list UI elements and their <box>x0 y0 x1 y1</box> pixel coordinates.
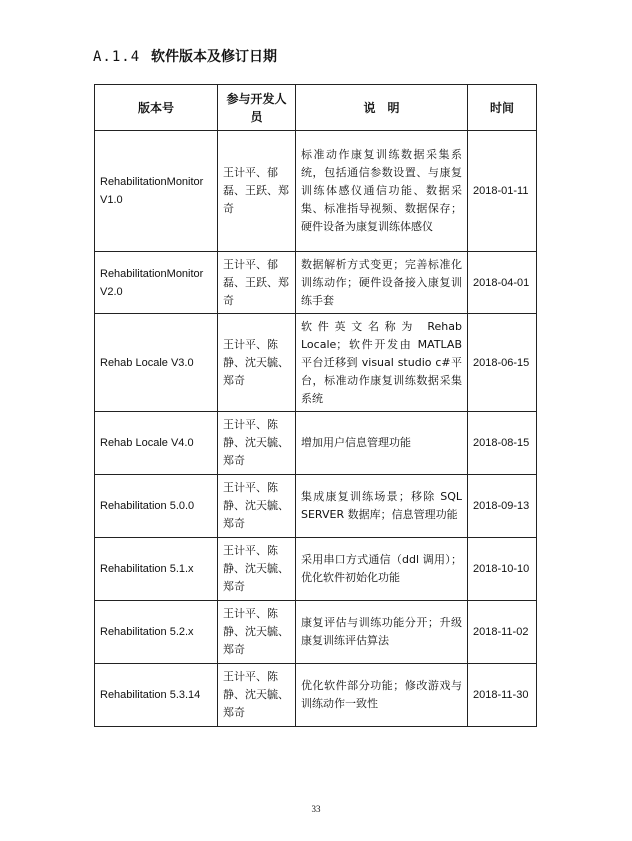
developers-cell: 王计平、陈静、沈天毓、郑奇 <box>218 601 296 664</box>
developers-cell: 王计平、陈静、沈天毓、郑奇 <box>218 538 296 601</box>
developers-cell: 王计平、陈静、沈天毓、郑奇 <box>218 664 296 727</box>
table-row <box>95 538 537 601</box>
description-cell: 采用串口方式通信（ddl 调用）；优化软件初始化功能 <box>296 538 468 601</box>
table-row <box>95 314 537 412</box>
version-cell: Rehab Locale V4.0 <box>95 412 218 475</box>
date-cell: 2018-08-15 <box>468 412 537 475</box>
section-number: A.1.4 <box>93 49 141 65</box>
date-cell: 2018-11-30 <box>468 664 537 727</box>
table-row <box>95 252 537 314</box>
description-cell: 集成康复训练场景；移除 SQL SERVER 数据库；信息管理功能 <box>296 475 468 538</box>
header-description: 说 明 <box>296 85 468 131</box>
developers-cell: 王计平、陈静、沈天毓、郑奇 <box>218 412 296 475</box>
header-date: 时间 <box>468 85 537 131</box>
developers-cell: 王计平、郁磊、王跃、郑奇 <box>218 252 296 314</box>
description-cell: 软件英文名称为 Rehab Locale；软件开发由 MATLAB 平台迁移到 visual studio c#平台，标准动作康复训练数据采集系统 <box>296 314 468 412</box>
version-cell: Rehabilitation 5.2.x <box>95 601 218 664</box>
description-cell: 康复评估与训练功能分开；升级康复训练评估算法 <box>296 601 468 664</box>
version-history-table <box>94 84 537 727</box>
version-cell: Rehabilitation 5.3.14 <box>95 664 218 727</box>
page-number: 33 <box>311 804 321 814</box>
table-header-row <box>95 85 537 131</box>
table-row <box>95 601 537 664</box>
table-row <box>95 664 537 727</box>
version-cell: Rehab Locale V3.0 <box>95 314 218 412</box>
date-cell: 2018-04-01 <box>468 252 537 314</box>
description-cell: 优化软件部分功能；修改游戏与训练动作一致性 <box>296 664 468 727</box>
date-cell: 2018-09-13 <box>468 475 537 538</box>
table-row <box>95 131 537 252</box>
description-cell: 数据解析方式变更；完善标准化训练动作；硬件设备接入康复训练手套 <box>296 252 468 314</box>
version-cell: RehabilitationMonitor V1.0 <box>95 131 218 252</box>
developers-cell: 王计平、陈静、沈天毓、郑奇 <box>218 314 296 412</box>
header-version: 版本号 <box>95 85 218 131</box>
version-cell: Rehabilitation 5.1.x <box>95 538 218 601</box>
date-cell: 2018-01-11 <box>468 131 537 252</box>
header-developers: 参与开发人员 <box>218 85 296 131</box>
date-cell: 2018-10-10 <box>468 538 537 601</box>
developers-cell: 王计平、陈静、沈天毓、郑奇 <box>218 475 296 538</box>
version-cell: RehabilitationMonitor V2.0 <box>95 252 218 314</box>
date-cell: 2018-06-15 <box>468 314 537 412</box>
version-cell: Rehabilitation 5.0.0 <box>95 475 218 538</box>
section-title: 软件版本及修订日期 <box>151 49 278 65</box>
table-row <box>95 412 537 475</box>
description-cell: 标准动作康复训练数据采集系统，包括通信参数设置、与康复训练体感仪通信功能、数据采集、标准指导视频、数据保存；硬件设备为康复训练体感仪 <box>296 131 468 252</box>
description-cell: 增加用户信息管理功能 <box>296 412 468 475</box>
developers-cell: 王计平、郁磊、王跃、郑奇 <box>218 131 296 252</box>
table-row <box>95 475 537 538</box>
section-heading <box>93 46 277 66</box>
date-cell: 2018-11-02 <box>468 601 537 664</box>
